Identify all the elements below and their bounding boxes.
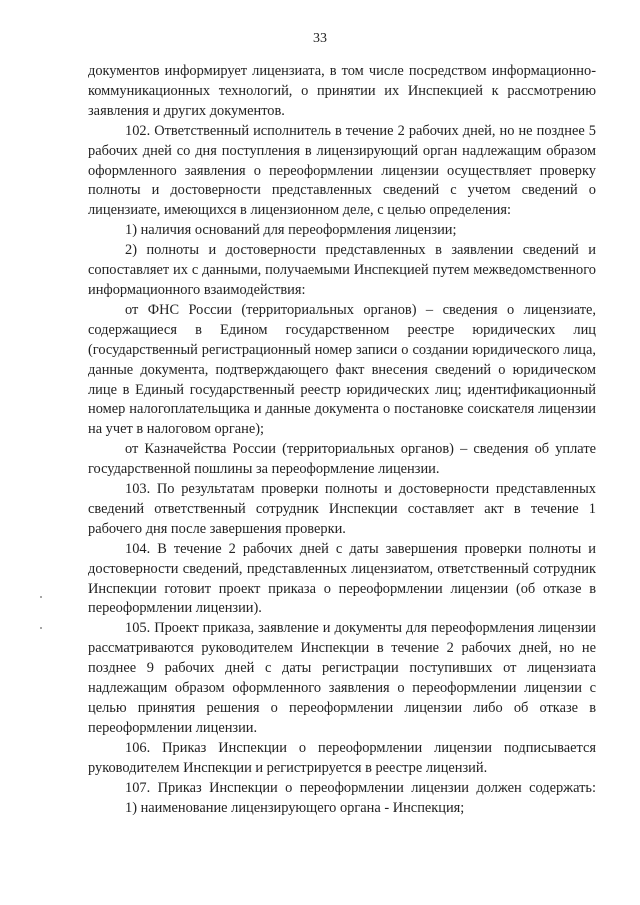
list-item-2: 2) полноты и достоверности представленных в заявлении сведений и сопоставляет их с данными, получаемыми Инспекцией путем межведомственного информационного взаимодействия: — [88, 242, 596, 298]
document-body — [88, 62, 596, 818]
paragraph-continuation: документов информирует лицензиата, в том числе посредством информационно-коммуникационных технологий, о принятии их Инспекцией к рассмотрению заявления и других документов. — [88, 63, 596, 119]
paragraph-treasury: от Казначейства России (территориальных органов) – сведения об уплате государственной пошлины за переоформление лицензии. — [88, 441, 596, 478]
paragraph-107: 107. Приказ Инспекции о переоформлении лицензии должен содержать: — [125, 779, 596, 796]
paragraph-102: 102. Ответственный исполнитель в течение 2 рабочих дней, но не позднее 5 рабочих дней со дня поступления в лицензирующий орган надлежащим образом оформленного заявления о переоформлении лицензии осуществляет проверку полноты и достоверности представленных сведений с учетом сведений о лицензиате, имеющихся в лицензионном деле, с целью определения: — [88, 122, 596, 219]
list-item-107-1: 1) наименование лицензирующего органа - Инспекция; — [125, 799, 465, 816]
page-number: 33 — [313, 31, 327, 46]
scan-speck — [40, 596, 42, 598]
paragraph-103: 103. По результатам проверки полноты и достоверности представленных сведений ответственный сотрудник Инспекции составляет акт в течение 1 рабочего дня после завершения проверки. — [88, 481, 596, 537]
paragraph-fns: от ФНС России (территориальных органов) – сведения о лицензиате, содержащиеся в Едином государственном реестре юридических лиц (государственный регистрационный номер записи о создании юридического лица, данные документа, подтверждающего факт внесения сведений о юридическом лице в Единый государственный реестр юридических лиц; идентификационный номер налогоплательщика и данные документа о постановке соискателя лицензии на учет в налоговом органе); — [88, 301, 596, 438]
paragraph-104: 104. В течение 2 рабочих дней с даты завершения проверки полноты и достоверности сведений, представленных лицензиатом, ответственный сотрудник Инспекции готовит проект приказа о переоформлении лицензии (об отказе в переоформлении лицензии). — [88, 540, 596, 617]
paragraph-106: 106. Приказ Инспекции о переоформлении лицензии подписывается руководителем Инспекции и регистрируется в реестре лицензий. — [88, 739, 596, 776]
paragraph-105: 105. Проект приказа, заявление и документы для переоформления лицензии рассматриваются руководителем Инспекции в течение 2 рабочих дней, но не позднее 9 рабочих дней с даты регистрации поступивших от лицензиата надлежащим образом оформленного заявления о переоформлении лицензии с целью принятия решения о переоформлении лицензии либо об отказе в переоформлении лицензии. — [88, 620, 596, 736]
scan-speck — [40, 627, 42, 629]
list-item-1: 1) наличия оснований для переоформления лицензии; — [125, 222, 457, 239]
